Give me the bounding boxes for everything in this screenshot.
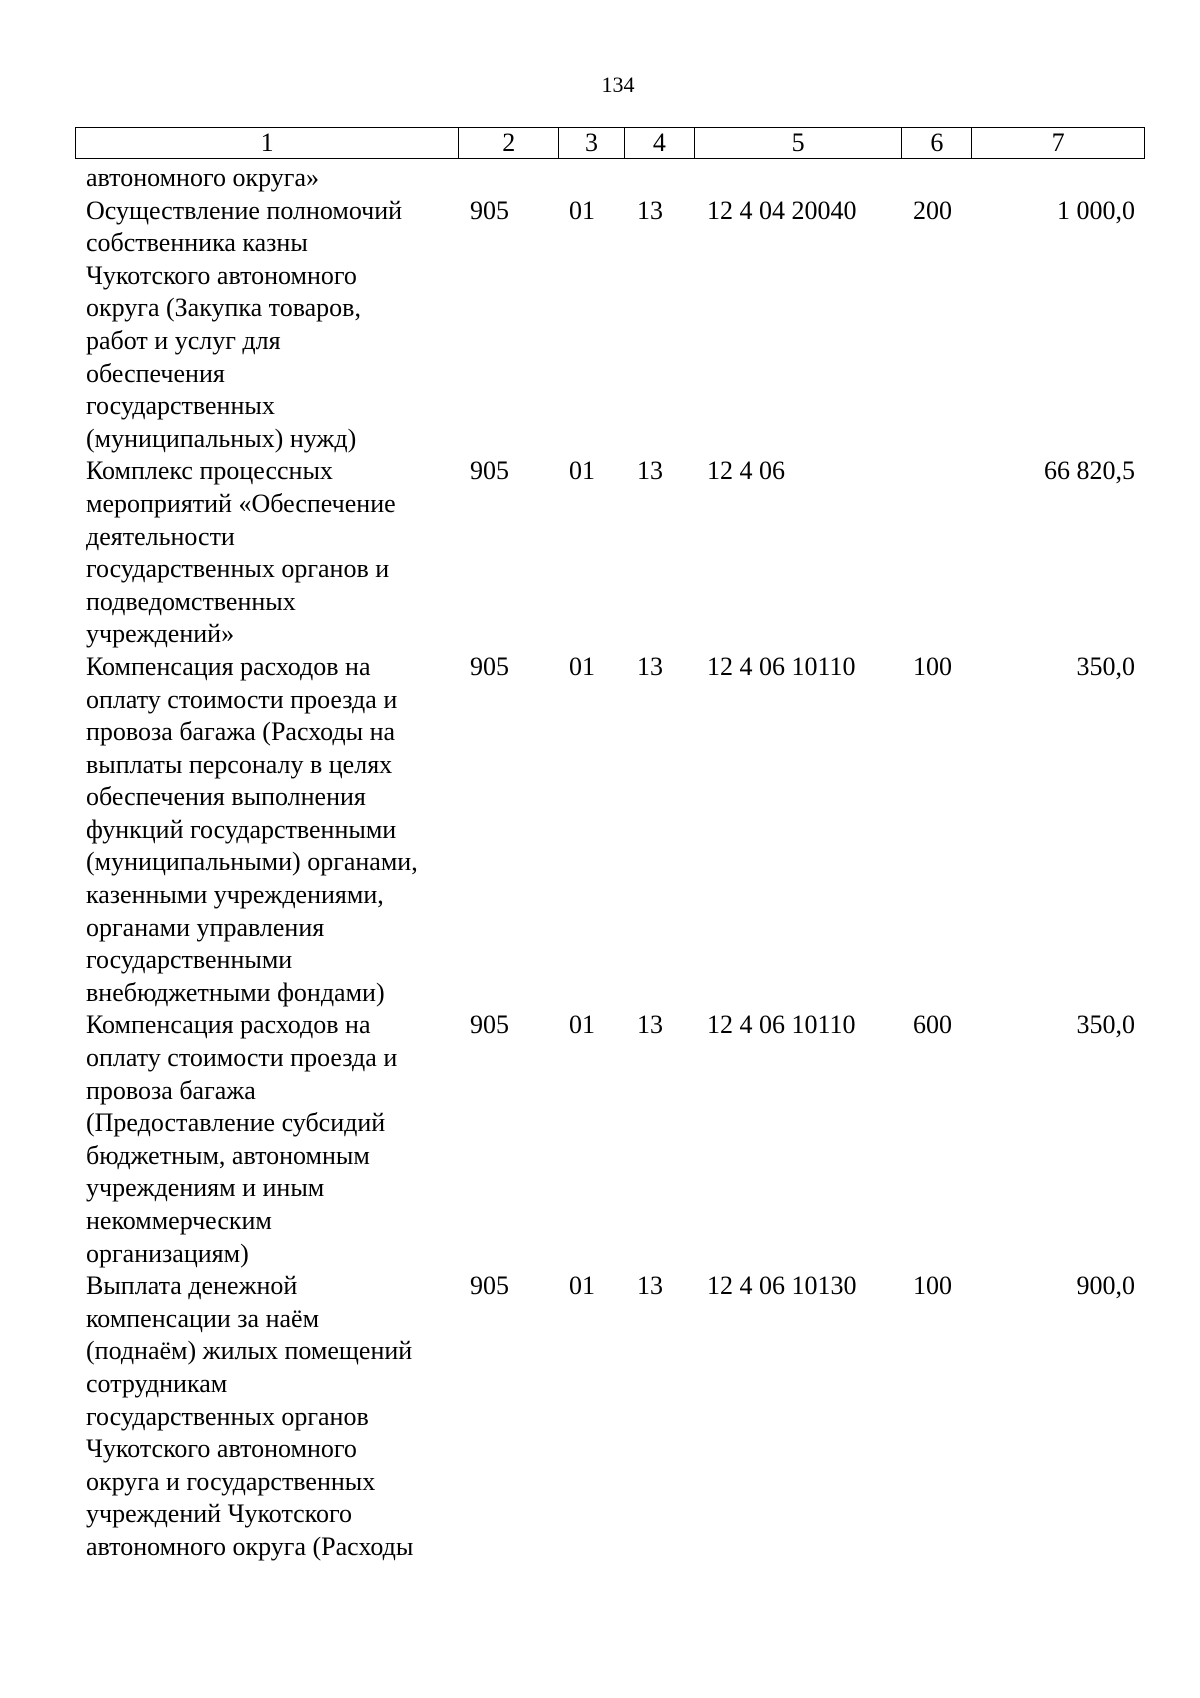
description-line: (муниципальных) нужд) xyxy=(86,423,357,453)
description-line: выплаты персоналу в целях xyxy=(86,749,393,779)
description-line: провоза багажа xyxy=(86,1075,256,1105)
page-number: 134 xyxy=(601,72,635,97)
description-line: собственника казны xyxy=(86,228,308,258)
row-amount: 66 820,5 xyxy=(1044,456,1135,486)
row-description xyxy=(75,162,459,195)
description-line: провоза багажа (Расходы на xyxy=(86,717,396,747)
header-col-6: 6 xyxy=(902,128,972,158)
description-line: Осуществление полномочий xyxy=(86,195,403,225)
row-col-4: 13 xyxy=(637,1271,663,1301)
row-col-2: 905 xyxy=(470,651,509,681)
row-description xyxy=(75,1270,459,1563)
description-line: обеспечения выполнения xyxy=(86,782,366,812)
description-line: учреждений» xyxy=(86,619,235,649)
row-amount: 350,0 xyxy=(1076,651,1135,681)
row-description xyxy=(75,1009,459,1270)
description-line: организациям) xyxy=(86,1238,249,1268)
row-col-5: 12 4 06 10110 xyxy=(707,1010,856,1040)
header-col-2: 2 xyxy=(459,128,559,158)
row-col-4: 13 xyxy=(637,195,663,225)
row-col-4: 13 xyxy=(637,651,663,681)
row-col-4 xyxy=(625,162,695,195)
description-line: автономного округа» xyxy=(86,163,319,192)
description-line: государственных xyxy=(86,391,275,421)
row-amount: 350,0 xyxy=(1076,1010,1135,1040)
description-line: сотрудникам xyxy=(86,1368,228,1398)
row-col-6: 200 xyxy=(913,195,952,225)
description-line: Чукотского автономного xyxy=(86,1434,357,1464)
row-col-6 xyxy=(903,162,973,195)
row-col-6: 100 xyxy=(913,1271,952,1301)
table-row xyxy=(75,1270,1145,1563)
description-line: некоммерческим xyxy=(86,1206,272,1235)
description-line: государственных органов и xyxy=(86,554,390,584)
row-col-4: 13 xyxy=(637,1010,663,1040)
description-line: мероприятий «Обеспечение xyxy=(86,488,396,518)
row-amount: 1 000,0 xyxy=(1057,195,1135,225)
header-col-3: 3 xyxy=(559,128,625,158)
row-col-3: 01 xyxy=(569,651,595,681)
row-col-4: 13 xyxy=(637,456,663,486)
row-col-2: 905 xyxy=(470,1010,509,1040)
description-line: деятельности xyxy=(86,521,235,551)
description-line: бюджетным, автономным xyxy=(86,1140,370,1170)
row-col-6: 100 xyxy=(913,651,952,681)
table-row xyxy=(75,195,1145,456)
description-line: подведомственных xyxy=(86,586,296,616)
table-body xyxy=(75,162,1145,1564)
row-col-5: 12 4 06 10130 xyxy=(707,1271,857,1301)
description-line: округа и государственных xyxy=(86,1466,376,1496)
row-col-3: 01 xyxy=(569,1010,595,1040)
description-line: (Предоставление субсидий xyxy=(86,1108,386,1138)
row-col-5 xyxy=(695,162,903,195)
row-col-3 xyxy=(559,162,625,195)
header-col-1: 1 xyxy=(76,128,459,158)
table-row xyxy=(75,1009,1145,1270)
description-line: Чукотского автономного xyxy=(86,260,357,290)
description-line: (поднаём) жилых помещений xyxy=(86,1336,413,1366)
description-line: учреждениям и иным xyxy=(86,1173,325,1203)
description-line: округа (Закупка товаров, xyxy=(86,293,361,323)
description-line: работ и услуг для xyxy=(86,325,281,355)
description-line: Выплата денежной xyxy=(86,1271,298,1301)
row-col-3: 01 xyxy=(569,456,595,486)
description-line: оплату стоимости проезда и xyxy=(86,1043,398,1073)
description-line: обеспечения xyxy=(86,358,225,388)
description-line: оплату стоимости проезда и xyxy=(86,684,398,714)
header-col-4: 4 xyxy=(625,128,695,158)
description-line: внебюджетными фондами) xyxy=(86,977,385,1007)
description-line: компенсации за наём xyxy=(86,1303,320,1333)
row-description xyxy=(75,195,459,456)
description-line: учреждений Чукотского xyxy=(86,1499,353,1529)
description-line: (муниципальными) органами, xyxy=(86,847,418,877)
table-header xyxy=(75,127,1145,159)
row-col-3: 01 xyxy=(569,1271,595,1301)
row-col-5: 12 4 06 10110 xyxy=(707,651,856,681)
description-line: автономного округа (Расходы xyxy=(86,1531,414,1561)
row-col-2: 905 xyxy=(470,1271,509,1301)
description-line: государственных органов xyxy=(86,1401,369,1431)
header-col-5: 5 xyxy=(695,128,903,158)
row-description xyxy=(75,651,459,1010)
row-col-6 xyxy=(903,455,973,651)
row-col-2 xyxy=(459,162,559,195)
row-amount xyxy=(973,162,1145,195)
row-amount: 900,0 xyxy=(1076,1271,1135,1301)
header-col-7: 7 xyxy=(1051,128,1065,157)
row-description xyxy=(75,455,459,651)
row-col-5: 12 4 04 20040 xyxy=(707,195,857,225)
description-line: казенными учреждениями, xyxy=(86,880,384,910)
row-col-2: 905 xyxy=(470,456,509,486)
table-row xyxy=(75,455,1145,651)
description-line: Компенсация расходов на xyxy=(86,651,371,681)
row-col-5: 12 4 06 xyxy=(707,456,785,486)
row-col-6: 600 xyxy=(913,1010,952,1040)
description-line: Комплекс процессных xyxy=(86,456,333,486)
description-line: Компенсация расходов на xyxy=(86,1010,371,1040)
table-row xyxy=(75,651,1145,1010)
description-line: органами управления xyxy=(86,912,325,942)
description-line: функций государственными xyxy=(86,814,397,844)
row-col-2: 905 xyxy=(470,195,509,225)
row-col-3: 01 xyxy=(569,195,595,225)
table-row xyxy=(75,162,1145,195)
description-line: государственными xyxy=(86,945,293,975)
